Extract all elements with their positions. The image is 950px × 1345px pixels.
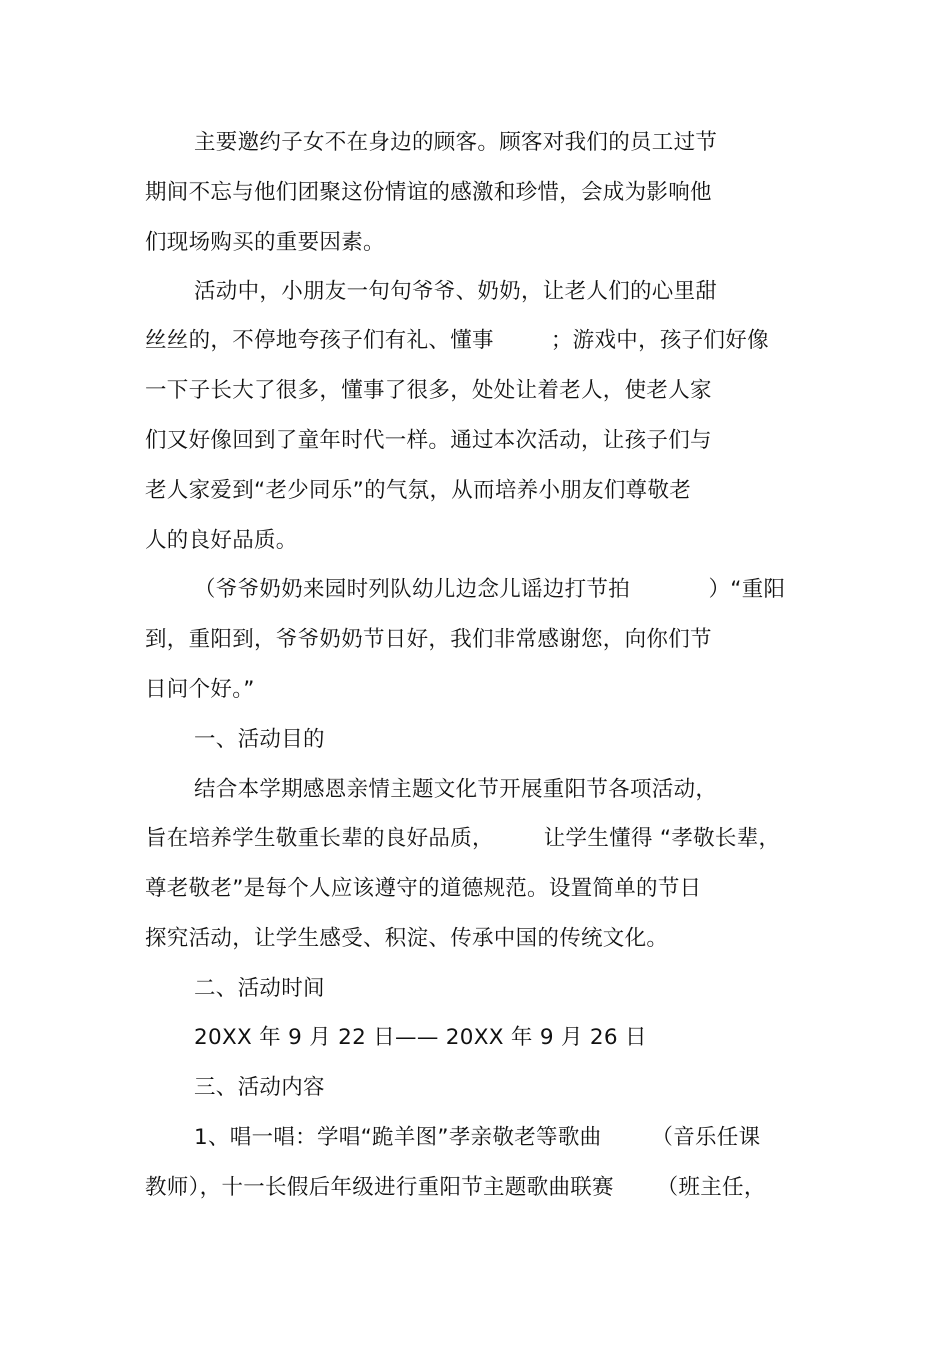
paragraph-line: 们又好像回到了童年时代一样。通过本次活动，让孩子们与 [145, 428, 712, 453]
section-heading: 一、活动目的 [194, 727, 325, 752]
paragraph-line: 尊老敬老”是每个人应该遵守的道德规范。设置简单的节日 [145, 876, 702, 901]
section-heading: 二、活动时间 [194, 976, 325, 1001]
paragraph-line: 主要邀约子女不在身边的顾客。顾客对我们的员工过节 [194, 130, 718, 155]
paragraph-line: 日问个好。” [145, 677, 255, 702]
date-range-line: 20XX 年 9 月 22 日—— 20XX 年 9 月 26 日 [194, 1025, 647, 1050]
paragraph-line: 人的良好品质。 [145, 528, 298, 553]
paragraph-line: 教师），十一长假后年级进行重阳节主题歌曲联赛 （班主任， [145, 1175, 766, 1200]
paragraph-line: （爷爷奶奶来园时列队幼儿边念儿谣边打节拍 ）“重阳 [194, 577, 786, 602]
paragraph-line: 活动中，小朋友一句句爷爷、奶奶，让老人们的心里甜 [194, 279, 718, 304]
paragraph-line: 到，重阳到，爷爷奶奶节日好，我们非常感谢您，向你们节 [145, 627, 712, 652]
paragraph-line: 旨在培养学生敬重长辈的良好品质， 让学生懂得 “孝敬长辈， [145, 826, 781, 851]
paragraph-line: 探究活动，让学生感受、积淀、传承中国的传统文化。 [145, 926, 669, 951]
paragraph-line: 丝丝的，不停地夸孩子们有礼、懂事 ；游戏中，孩子们好像 [145, 328, 769, 353]
paragraph-line: 期间不忘与他们团聚这份情谊的感激和珍惜，会成为影响他 [145, 180, 712, 205]
paragraph-line: 老人家爱到“老少同乐”的气氛，从而培养小朋友们尊敬老 [145, 478, 692, 503]
paragraph-line: 们现场购买的重要因素。 [145, 230, 385, 255]
paragraph-line: 一下子长大了很多，懂事了很多，处处让着老人，使老人家 [145, 378, 712, 403]
section-heading: 三、活动内容 [194, 1075, 325, 1100]
paragraph-line: 结合本学期感恩亲情主题文化节开展重阳节各项活动， [194, 777, 718, 802]
paragraph-line: 1、唱一唱：学唱“跪羊图”孝亲敬老等歌曲 （音乐任课 [194, 1125, 761, 1150]
